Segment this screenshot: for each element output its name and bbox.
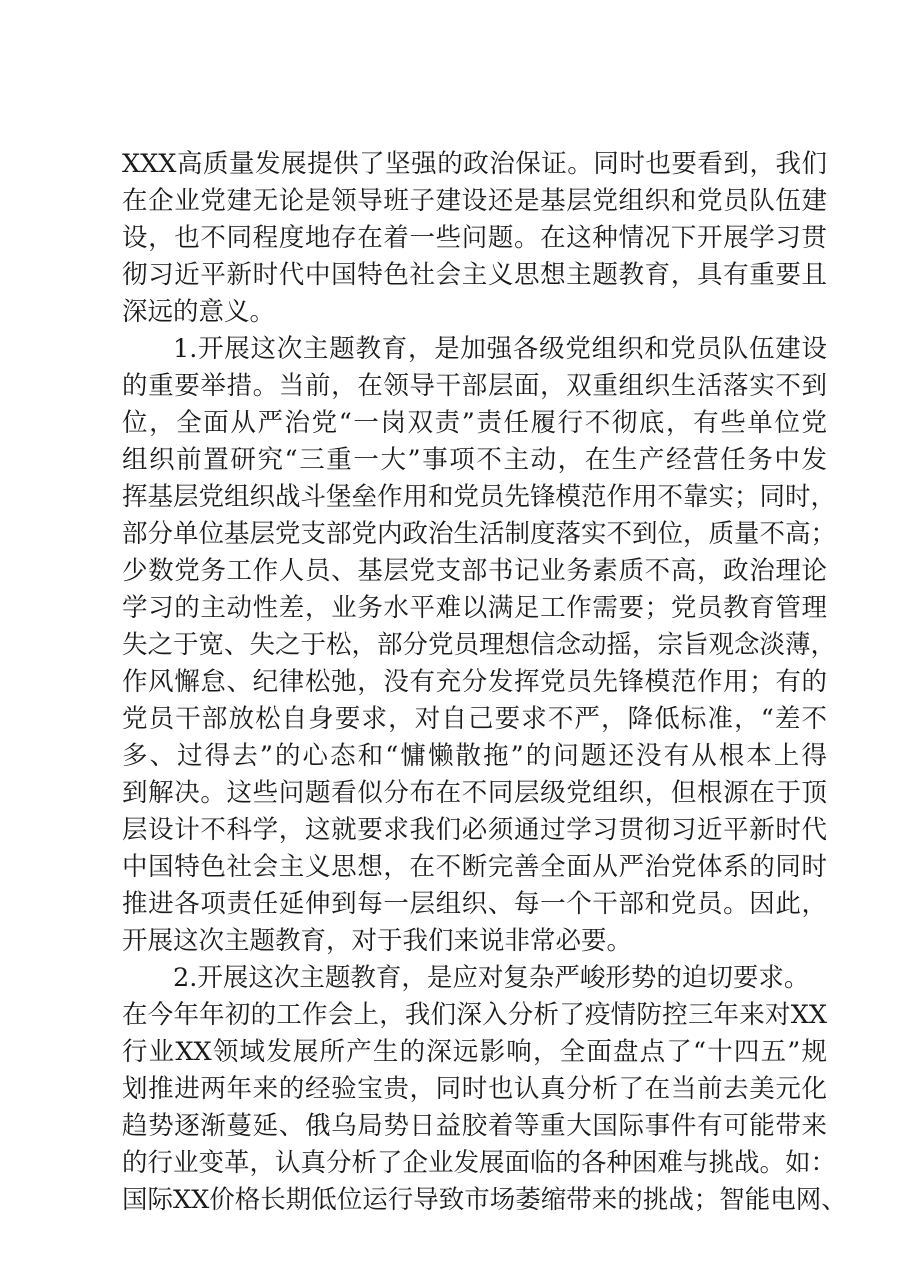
text-line: 层设计不科学，这就要求我们必须通过学习贯彻习近平新时代	[122, 815, 827, 845]
text-line: 多、过得去”的心态和“慵懒散拖”的问题还没有从根本上得	[122, 741, 827, 771]
text-line: 的重要举措。当前，在领导干部层面，双重组织生活落实不到	[122, 371, 827, 401]
text-line: 部分单位基层党支部党内政治生活制度落实不到位，质量不高；	[122, 519, 837, 549]
text-line: 在企业党建无论是领导班子建设还是基层党组织和党员队伍建	[122, 186, 827, 216]
text-line: 开展这次主题教育，对于我们来说非常必要。	[122, 926, 633, 956]
text-line: 中国特色社会主义思想，在不断完善全面从严治党体系的同时	[122, 852, 827, 882]
paragraph-3	[122, 960, 847, 1219]
text-line: 彻习近平新时代中国特色社会主义思想主题教育，具有重要且	[122, 260, 827, 290]
text-line: 在今年年初的工作会上，我们深入分析了疫情防控三年来对XX	[122, 1000, 827, 1030]
paragraph-1	[122, 146, 827, 331]
text-line: 国际XX价格长期低位运行导致市场萎缩带来的挑战；智能电网、	[122, 1185, 847, 1215]
text-line: 组织前置研究“三重一大”事项不主动，在生产经营任务中发	[122, 445, 827, 475]
text-line: 位，全面从严治党“一岗双责”责任履行不彻底，有些单位党	[122, 408, 827, 438]
text-line: 深远的意义。	[122, 297, 276, 327]
text-line: 趋势逐渐蔓延、俄乌局势日益胶着等重大国际事件有可能带来	[122, 1111, 827, 1141]
text-line: 行业XX领域发展所产生的深远影响，全面盘点了“十四五”规	[122, 1037, 827, 1067]
text-line: 党员干部放松自身要求，对自己要求不严，降低标准，“差不	[122, 704, 827, 734]
text-line: 划推进两年来的经验宝贵，同时也认真分析了在当前去美元化	[122, 1074, 827, 1104]
paragraph-2	[122, 331, 837, 960]
text-line: 1.开展这次主题教育，是加强各级党组织和党员队伍建设	[173, 334, 827, 364]
text-line: 少数党务工作人员、基层党支部书记业务素质不高，政治理论	[122, 556, 827, 586]
text-line: 作风懈怠、纪律松弛，没有充分发挥党员先锋模范作用；有的	[122, 667, 827, 697]
text-line: 挥基层党组织战斗堡垒作用和党员先锋模范作用不靠实；同时，	[122, 482, 837, 512]
text-line: 2.开展这次主题教育，是应对复杂严峻形势的迫切要求。	[173, 963, 810, 993]
text-line: 推进各项责任延伸到每一层组织、每一个干部和党员。因此，	[122, 889, 827, 919]
text-line: 学习的主动性差，业务水平难以满足工作需要；党员教育管理	[122, 593, 827, 623]
text-line: 设，也不同程度地存在着一些问题。在这种情况下开展学习贯	[122, 223, 827, 253]
text-line: XXX高质量发展提供了坚强的政治保证。同时也要看到，我们	[122, 149, 827, 179]
text-line: 失之于宽、失之于松，部分党员理想信念动摇，宗旨观念淡薄，	[122, 630, 837, 660]
document-page	[122, 146, 847, 1219]
text-line: 到解决。这些问题看似分布在不同层级党组织，但根源在于顶	[122, 778, 827, 808]
text-line: 的行业变革，认真分析了企业发展面临的各种困难与挑战。如：	[122, 1148, 837, 1178]
